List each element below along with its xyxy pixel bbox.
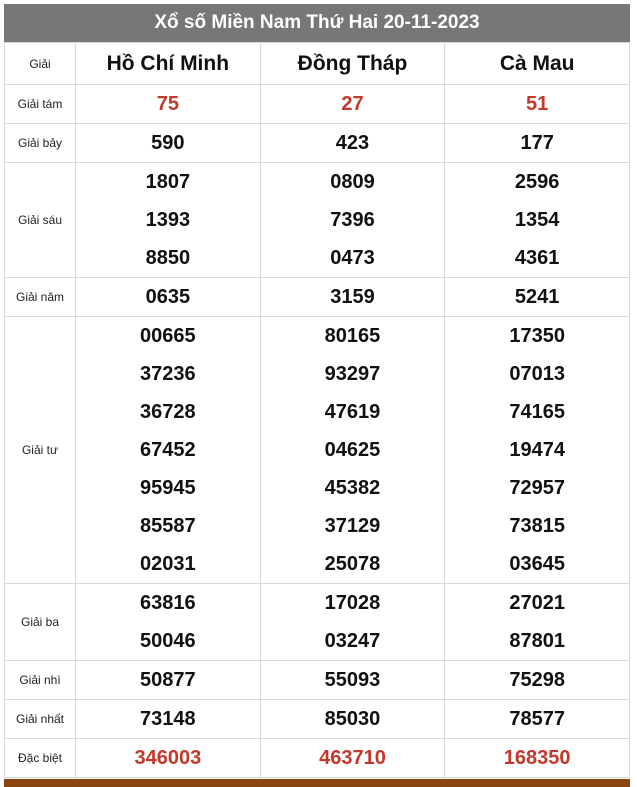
prize-cell (76, 661, 261, 700)
header-label: Giải (5, 43, 76, 85)
prize-number: 55093 (324, 669, 381, 691)
prize-number: 0809 (330, 171, 375, 193)
prize-cell (445, 85, 630, 124)
prize-number: 74165 (509, 401, 565, 423)
prize-number: 51 (526, 93, 549, 115)
prize-number: 07013 (509, 363, 565, 385)
prize-number: 78577 (509, 708, 565, 730)
prize-label: Giải tám (5, 85, 76, 124)
prize-number: 85587 (140, 515, 196, 537)
prize-row (5, 700, 630, 739)
prize-cell (76, 124, 261, 163)
prize-number: 1354 (514, 209, 560, 231)
prize-cell (76, 317, 261, 584)
prize-label: Giải ba (5, 584, 76, 661)
province-ca-mau: Cà Mau (445, 43, 630, 85)
prize-number: 463710 (319, 747, 386, 769)
prize-number: 168350 (503, 747, 571, 769)
prize-number: 590 (151, 132, 185, 154)
prize-cell (445, 739, 630, 778)
prize-number: 7396 (330, 209, 375, 231)
prize-number: 2596 (514, 171, 560, 193)
prize-number: 47619 (324, 401, 381, 423)
prize-number: 5241 (514, 286, 560, 308)
prize-number: 63816 (140, 592, 196, 614)
prize-number: 177 (520, 132, 554, 154)
prize-cell (260, 163, 445, 278)
province-dong-thap: Đồng Tháp (260, 43, 445, 85)
prize-cell (445, 700, 630, 739)
prize-number: 27021 (509, 592, 565, 614)
prize-number: 03645 (509, 553, 565, 575)
prize-cell (445, 317, 630, 584)
prize-cell (445, 661, 630, 700)
prize-cell (260, 661, 445, 700)
prize-number: 75 (156, 93, 179, 115)
prize-row (5, 739, 630, 778)
prize-number: 93297 (324, 363, 381, 385)
prize-row (5, 124, 630, 163)
prize-cell (76, 85, 261, 124)
prize-number: 73815 (509, 515, 565, 537)
prize-number: 8850 (145, 247, 191, 269)
prize-number: 37129 (324, 515, 381, 537)
prize-cell (76, 700, 261, 739)
prize-number: 1807 (145, 171, 191, 193)
prize-cell (445, 163, 630, 278)
prize-number: 02031 (140, 553, 196, 575)
prize-number: 0473 (330, 247, 375, 269)
prize-number: 67452 (140, 439, 196, 461)
prize-number: 4361 (514, 247, 560, 269)
prize-label: Giải nhất (5, 700, 76, 739)
prize-number: 423 (335, 132, 370, 154)
prize-row (5, 278, 630, 317)
prize-number: 45382 (324, 477, 381, 499)
prize-label: Giải năm (5, 278, 76, 317)
province-hcm: Hồ Chí Minh (76, 43, 261, 85)
prize-cell (445, 124, 630, 163)
prize-number: 95945 (140, 477, 196, 499)
prize-cell (260, 278, 445, 317)
prize-row (5, 163, 630, 278)
prize-number: 50877 (140, 669, 196, 691)
results-table (4, 42, 630, 778)
prize-cell (260, 124, 445, 163)
prize-row (5, 317, 630, 584)
prize-cell (76, 278, 261, 317)
prize-cell (445, 584, 630, 661)
prize-number: 00665 (140, 325, 196, 347)
prize-row (5, 584, 630, 661)
prize-label: Giải tư (5, 317, 76, 584)
prize-cell (260, 85, 445, 124)
prize-number: 346003 (134, 747, 202, 769)
prize-number: 75298 (509, 669, 565, 691)
prize-label: Giải bảy (5, 124, 76, 163)
prize-label: Đặc biệt (5, 739, 76, 778)
prize-row (5, 661, 630, 700)
prize-label: Giải sáu (5, 163, 76, 278)
prize-cell (260, 700, 445, 739)
prize-number: 19474 (509, 439, 565, 461)
prize-cell (260, 317, 445, 584)
header-row (5, 43, 630, 85)
prize-number: 25078 (324, 553, 381, 575)
prize-cell (76, 584, 261, 661)
prize-number: 1393 (145, 209, 191, 231)
prize-number: 87801 (509, 630, 565, 652)
prize-number: 85030 (324, 708, 381, 730)
prize-number: 80165 (324, 325, 381, 347)
results-table-body (5, 43, 630, 778)
prize-number: 72957 (509, 477, 565, 499)
prize-number: 3159 (330, 286, 375, 308)
prize-number: 37236 (140, 363, 196, 385)
prize-cell (76, 739, 261, 778)
prize-label: Giải nhì (5, 661, 76, 700)
prize-number: 03247 (324, 630, 381, 652)
prize-number: 04625 (324, 439, 381, 461)
prize-number: 0635 (145, 286, 191, 308)
prize-cell (445, 278, 630, 317)
prize-number: 17028 (324, 592, 381, 614)
prize-number: 36728 (140, 401, 196, 423)
prize-cell (260, 739, 445, 778)
bottom-bar (4, 779, 630, 787)
prize-number: 73148 (140, 708, 196, 730)
prize-cell (76, 163, 261, 278)
prize-cell (260, 584, 445, 661)
prize-row (5, 85, 630, 124)
results-container (4, 4, 630, 787)
page-title: Xổ số Miền Nam Thứ Hai 20-11-2023 (4, 4, 630, 42)
prize-number: 17350 (509, 325, 565, 347)
prize-number: 50046 (140, 630, 196, 652)
prize-number: 27 (341, 93, 364, 115)
